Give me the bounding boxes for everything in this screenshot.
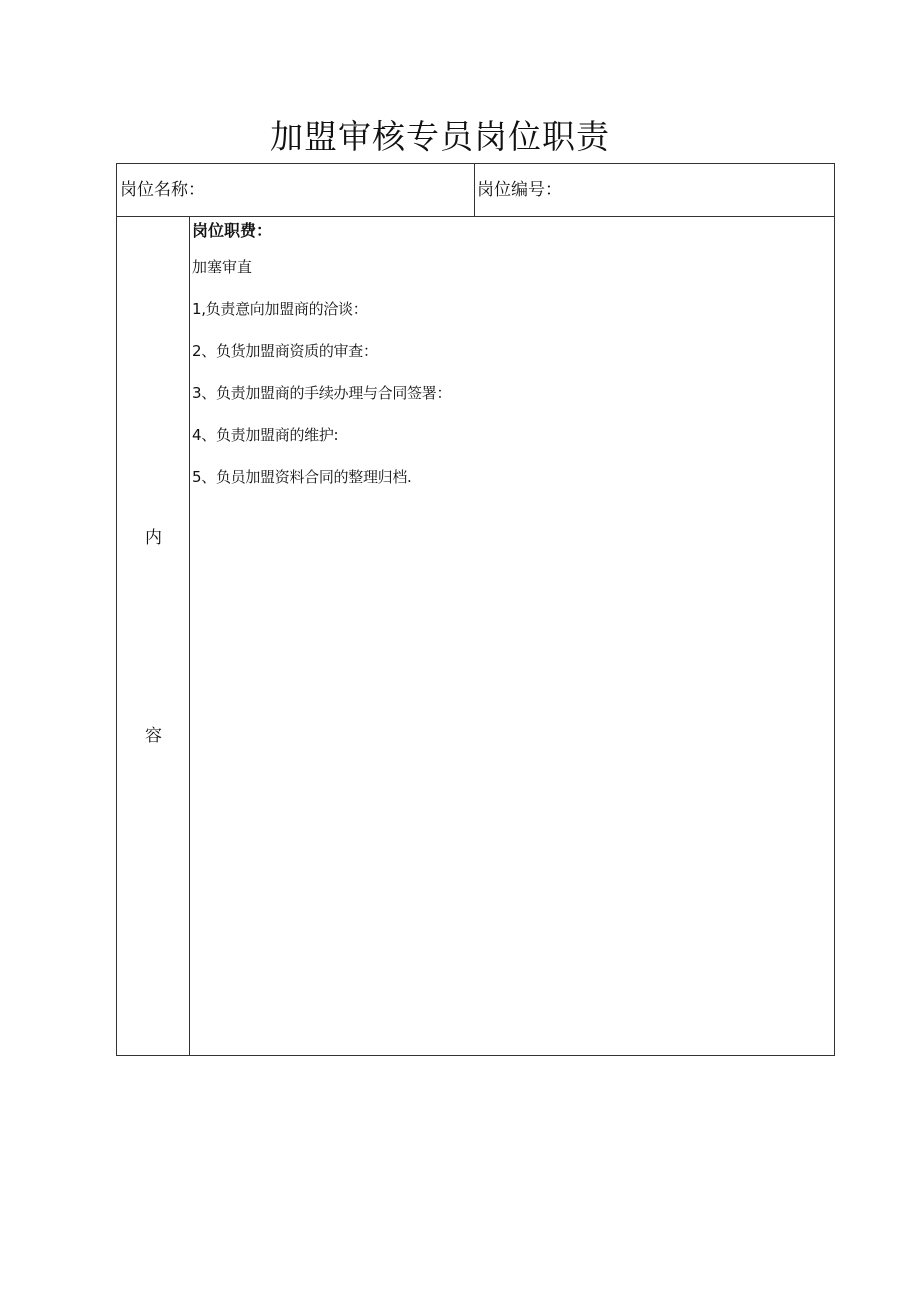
job-description-table xyxy=(116,163,835,1056)
duty-item: 3、负责加盟商的手续办理与合同签署： xyxy=(192,384,452,402)
position-number-field xyxy=(475,164,835,217)
header-row xyxy=(117,164,835,217)
duty-item: 2、负货加盟商资质的审查： xyxy=(192,342,378,360)
duties-cell xyxy=(190,217,835,1056)
content-row xyxy=(117,217,835,1056)
position-name-label: 岗位名称： xyxy=(120,180,205,200)
duties-subheading: 加塞审直 xyxy=(192,258,253,276)
duty-item: 5、负员加盟资料合同的整理归档. xyxy=(192,468,412,486)
side-label-char-2: 容 xyxy=(145,726,162,746)
document-title: 加盟审核专员岗位职责 xyxy=(270,117,610,156)
duty-item: 1,负责意向加盟商的洽谈： xyxy=(192,300,368,318)
content-side-label xyxy=(117,217,190,1056)
position-name-field xyxy=(117,164,475,217)
duties-heading: 岗位职费： xyxy=(192,221,273,240)
position-number-label: 岗位编号： xyxy=(477,180,562,200)
duty-item: 4、负责加盟商的维护: xyxy=(192,426,339,444)
side-label-char-1: 内 xyxy=(145,528,162,548)
